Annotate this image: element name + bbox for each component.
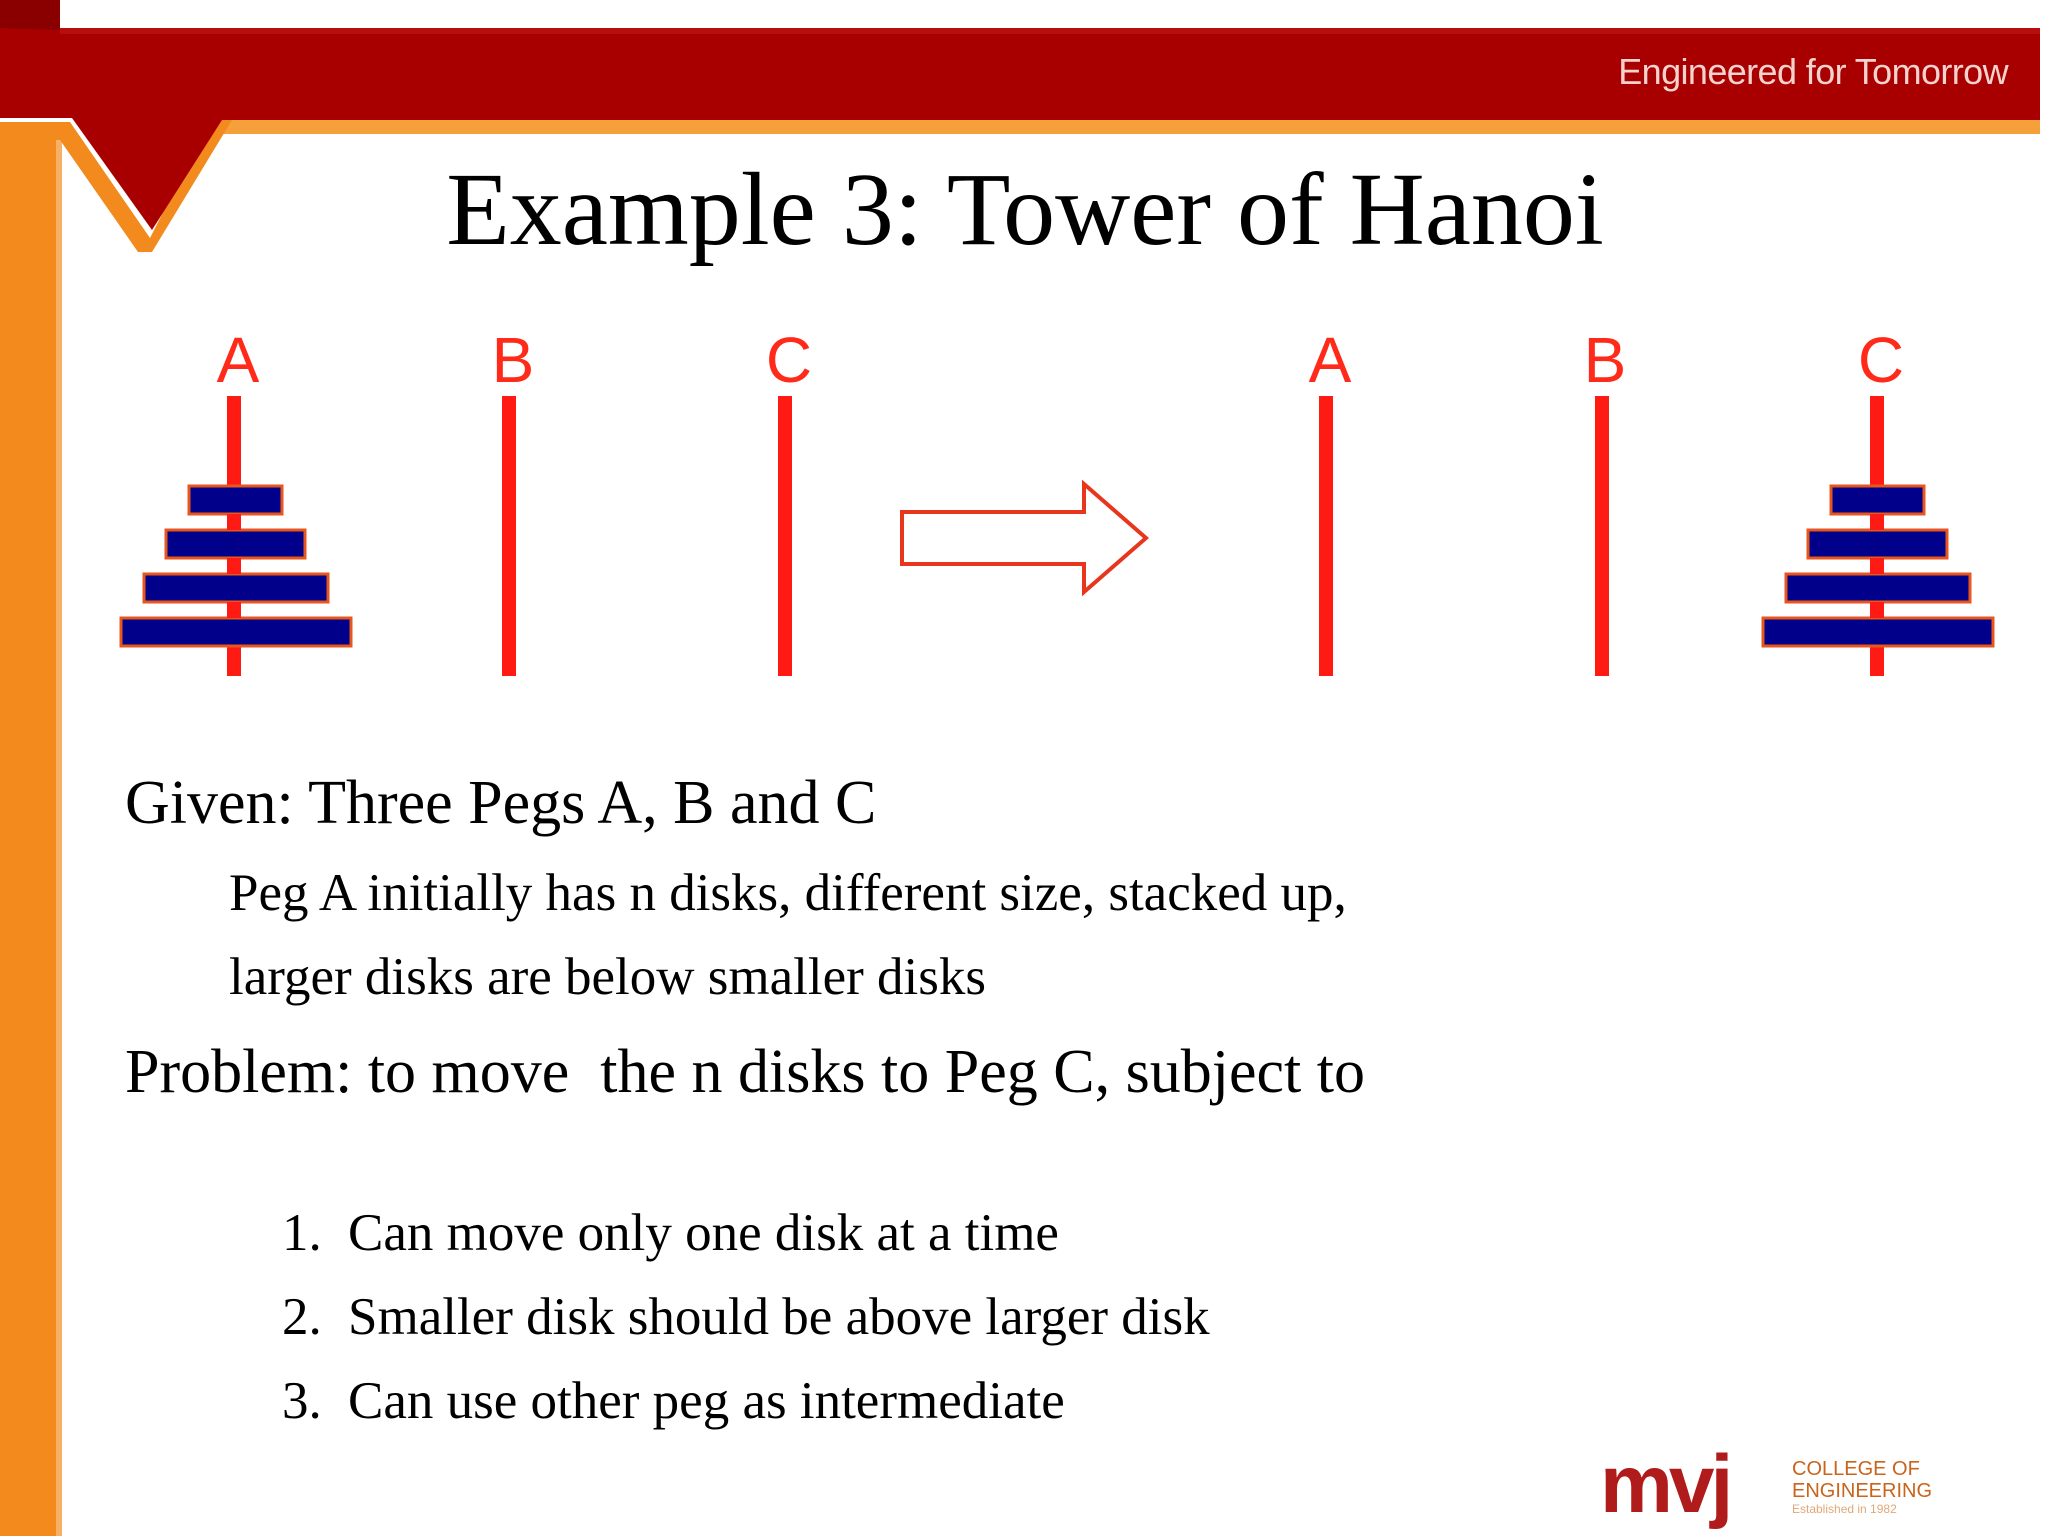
logo-established: Established in 1982 [1792, 1502, 1897, 1516]
peg-label-c-before: C [765, 324, 813, 396]
disk-3-after [1786, 574, 1970, 602]
header-tagline: Engineered for Tomorrow [1618, 51, 2008, 92]
logo-brand-mark: mvj [1600, 1439, 1730, 1530]
peg-a-after [1319, 396, 1333, 676]
rule-text: Can move only one disk at a time [348, 1204, 1059, 1262]
peg-label-a-after: A [1308, 324, 1352, 396]
given-detail-line-1: Peg A initially has n disks, different size, stacked up, [229, 864, 1347, 922]
disk-2-after [1808, 530, 1947, 558]
logo-line-1: COLLEGE OF [1792, 1458, 1920, 1480]
peg-label-a-before: A [216, 324, 260, 396]
header-top-fold [0, 0, 60, 30]
disk-1-after [1831, 486, 1924, 514]
peg-b-after [1595, 396, 1609, 676]
college-logo [1600, 1439, 1933, 1530]
peg-c-after-front-2 [1870, 558, 1884, 574]
logo-line-2: ENGINEERING [1792, 1480, 1933, 1502]
disk-2-before [166, 530, 305, 558]
peg-c-after-front [1870, 514, 1884, 530]
rule-number: 3. [282, 1372, 322, 1430]
peg-b-before [502, 396, 516, 676]
peg-a-before-front-2 [227, 558, 241, 574]
header-underline [170, 120, 2040, 134]
peg-a-before-front [227, 514, 241, 530]
hanoi-diagram [0, 300, 2048, 720]
header-band-top [60, 28, 2040, 34]
peg-label-c-after: C [1857, 324, 1905, 396]
peg-label-b-after: B [1583, 324, 1627, 396]
rule-item [229, 1296, 1065, 1506]
header-top-stripe [0, 0, 2048, 28]
rule-number: 2. [282, 1288, 322, 1346]
given-detail-line-2: larger disks are below smaller disks [229, 948, 987, 1006]
peg-c-before [778, 396, 792, 676]
disk-4-before [121, 618, 351, 646]
problem-line: Problem: to move the n disks to Peg C, subject to [125, 1038, 1365, 1106]
rule-text: Smaller disk should be above larger disk [348, 1288, 1210, 1346]
peg-label-b-before: B [491, 324, 535, 396]
logo-text [1792, 1458, 1932, 1502]
given-line: Given: Three Pegs A, B and C [125, 769, 877, 837]
slide-title: Example 3: Tower of Hanoi [446, 152, 1604, 267]
disk-3-before [144, 574, 328, 602]
peg-c-after-front-3 [1870, 602, 1884, 618]
peg-a-before-front-3 [227, 602, 241, 618]
disk-1-before [189, 486, 282, 514]
rule-text: Can use other peg as intermediate [348, 1372, 1065, 1430]
rule-number: 1. [282, 1204, 322, 1262]
after-state [1309, 324, 1993, 676]
before-state [121, 324, 812, 676]
transition-arrow [902, 484, 1146, 592]
disk-4-after [1763, 618, 1993, 646]
